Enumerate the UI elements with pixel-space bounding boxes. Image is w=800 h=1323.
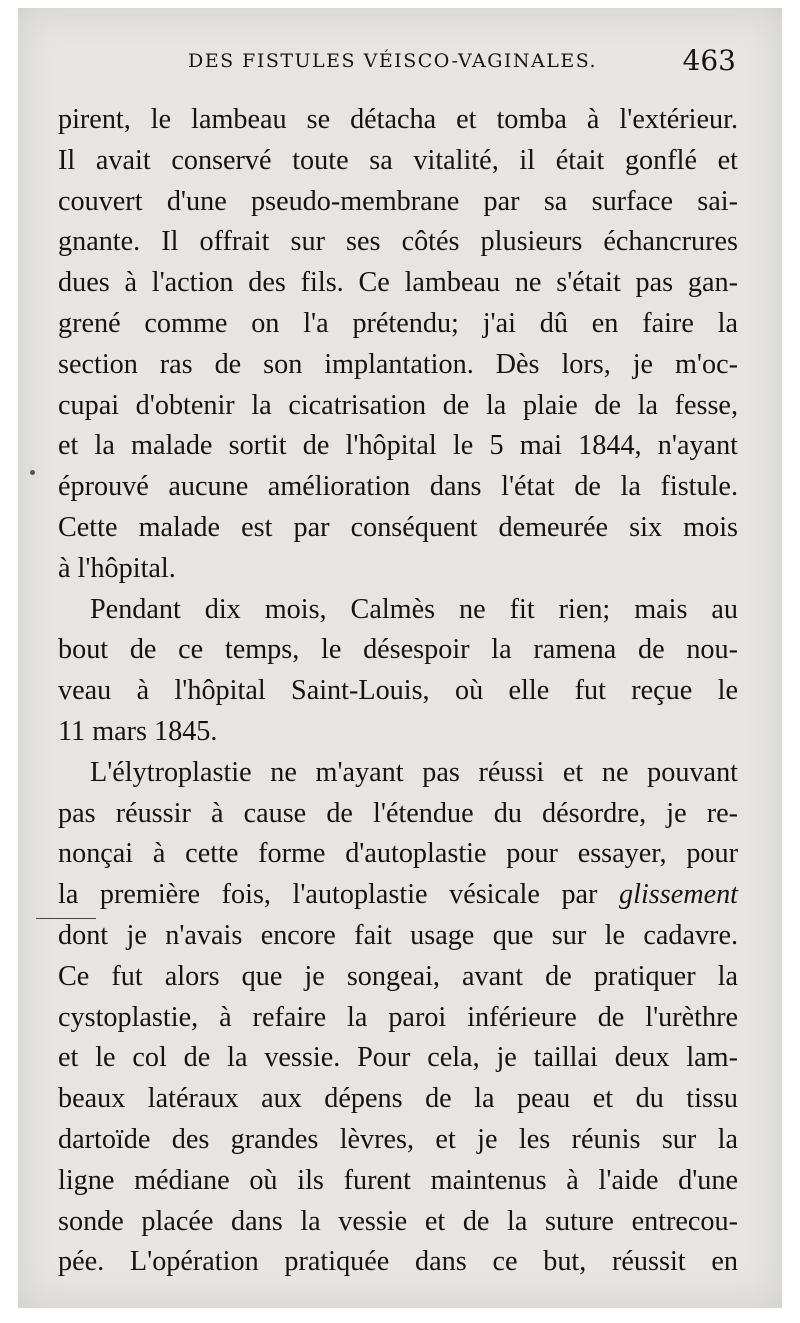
italic-word: glissement [619,879,739,911]
text-line: cystoplastie, à refaire la paroi inférieure de l'urèthre [58,1001,738,1033]
text-line: section ras de son implantation. Dès lors, je m'oc- [58,348,738,380]
text-line-with-italic [58,875,738,916]
text-line: grené comme on l'a prétendu; j'ai dû en faire la [58,307,738,339]
text-line: couvert d'une pseudo-membrane par sa surface sai- [58,185,738,217]
text-line: bout de ce temps, le désespoir la ramena de nou- [58,634,738,666]
book-page [18,8,782,1308]
ink-dot [30,470,35,475]
text-line: cupai d'obtenir la cicatrisation de la plaie de la fesse, [58,389,738,421]
running-title: DES FISTULES VÉISCO-VAGINALES. [188,50,598,72]
text-line: gnante. Il offrait sur ses côtés plusieurs échancrures [58,226,738,258]
text-line: Il avait conservé toute sa vitalité, il était gonflé et [58,144,738,176]
text-line: dartoïde des grandes lèvres, et je les réunis sur la [58,1123,738,1155]
text-line: pas réussir à cause de l'étendue du désordre, je re- [58,797,738,829]
text-line: pirent, le lambeau se détacha et tomba à l'extérieur. [58,104,738,135]
text-line: pée. L'opération pratiquée dans ce but, réussit en [58,1246,738,1278]
page-header [18,46,782,86]
text-line: Pendant dix mois, Calmès ne fit rien; mais au [90,593,738,625]
text-line: L'élytroplastie ne m'ayant pas réussi et ne pouvant [90,756,738,788]
text-line: Cette malade est par conséquent demeurée six mois [58,511,738,543]
text-line: à l'hôpital. [58,552,176,584]
page-number: 463 [682,44,736,77]
body-text [58,100,738,1283]
text-line: veau à l'hôpital Saint-Louis, où elle fut reçue le [58,675,738,707]
text-line: beaux latéraux aux dépens de la peau et du tissu [58,1083,738,1115]
text-line: dues à l'action des fils. Ce lambeau ne s'était pas gan- [58,267,738,299]
text-line-part: la première fois, l'autoplastie vésicale par [58,879,598,911]
text-line: 11 mars 1845. [58,715,218,747]
text-line: dont je n'avais encore fait usage que sur le cadavre. [58,919,738,951]
text-line: Ce fut alors que je songeai, avant de pratiquer la [58,960,738,992]
text-line: et le col de la vessie. Pour cela, je taillai deux lam- [58,1042,738,1074]
text-line: nonçai à cette forme d'autoplastie pour essayer, pour [58,838,738,870]
text-line: et la malade sortit de l'hôpital le 5 mai 1844, n'ayant [58,430,738,462]
text-line: éprouvé aucune amélioration dans l'état de la fistule. [58,471,738,503]
text-line: ligne médiane où ils furent maintenus à l'aide d'une [58,1164,738,1196]
text-line: sonde placée dans la vessie et de la suture entrecou- [58,1205,738,1237]
